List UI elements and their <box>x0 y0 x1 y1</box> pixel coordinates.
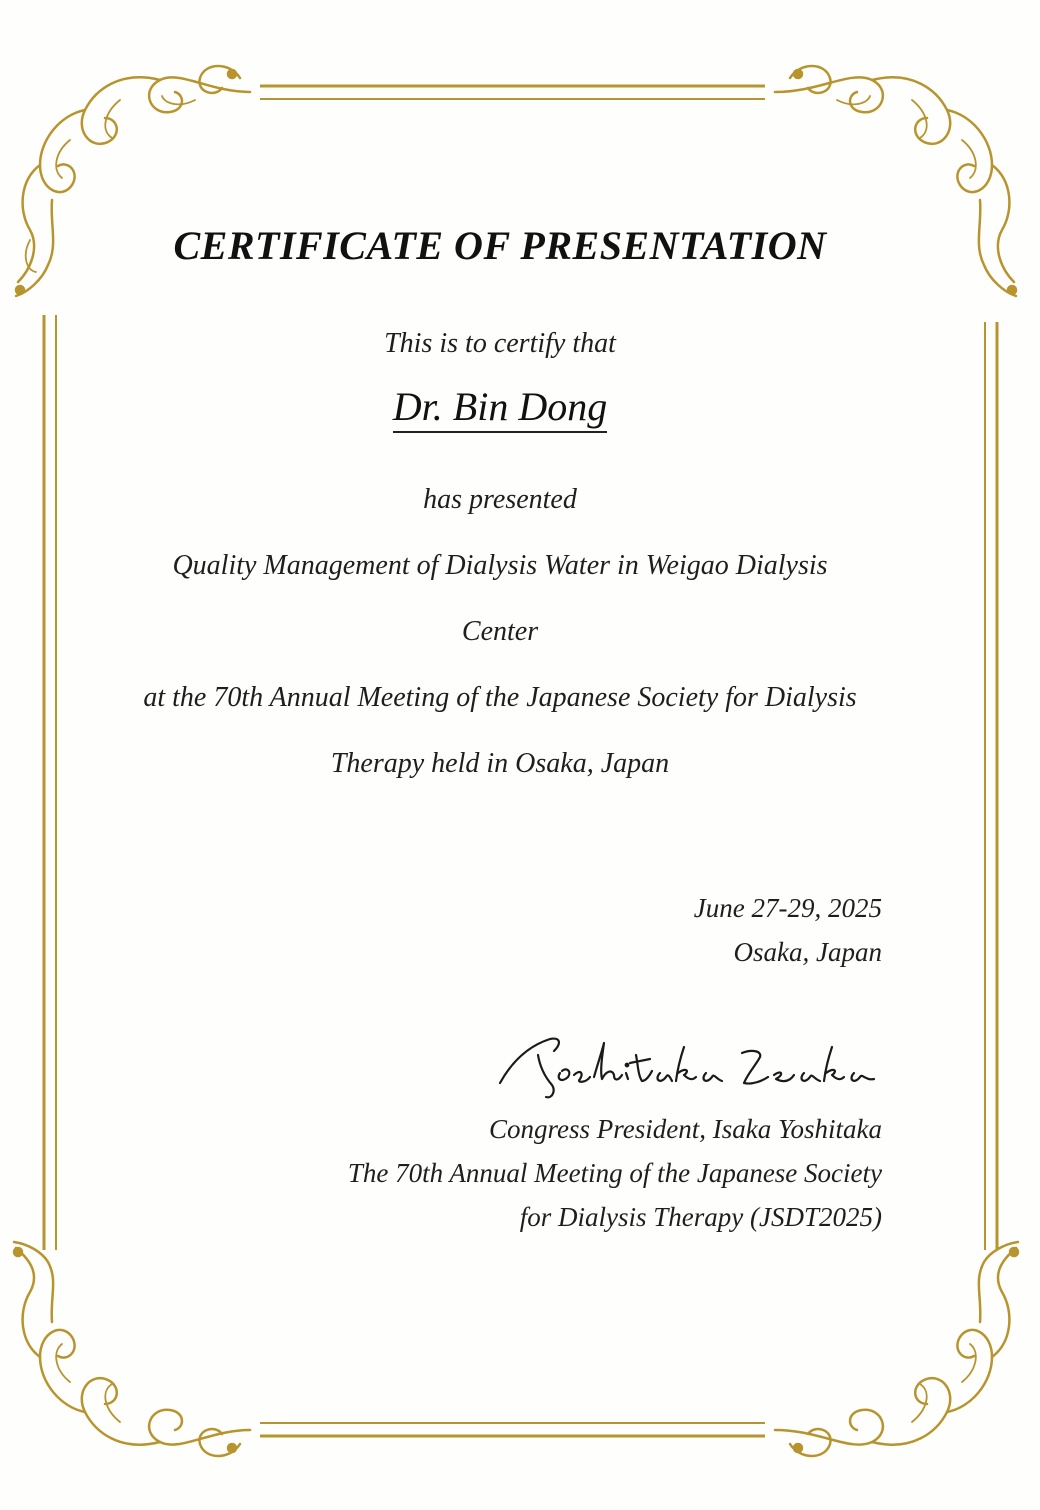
meeting-line-2: Therapy held in Osaka, Japan <box>330 748 670 779</box>
recipient-name <box>0 383 1000 430</box>
signer-org-line-2: for Dialysis Therapy (JSDT2025) <box>519 1202 882 1232</box>
certificate-title: CERTIFICATE OF PRESENTATION <box>173 223 827 268</box>
corner-flourish-bottom-right-icon <box>775 1242 1018 1456</box>
corner-flourish-bottom-left-icon <box>14 1242 250 1456</box>
event-place: Osaka, Japan <box>733 937 882 967</box>
signer-org-line-1: The 70th Annual Meeting of the Japanese Society <box>347 1158 882 1188</box>
presented-line: has presented <box>423 484 577 515</box>
event-date: June 27-29, 2025 <box>693 893 882 923</box>
recipient-name-text: Dr. Bin Dong <box>393 384 607 433</box>
signer-title: Congress President, Isaka Yoshitaka <box>488 1114 882 1144</box>
presentation-topic-line-1: Quality Management of Dialysis Water in Weigao Dialysis <box>172 550 828 581</box>
presentation-topic-line-2: Center <box>461 616 539 647</box>
handwritten-signature <box>490 1025 880 1105</box>
certify-line: This is to certify that <box>384 328 616 359</box>
meeting-line-1: at the 70th Annual Meeting of the Japanese Society for Dialysis <box>143 682 857 713</box>
